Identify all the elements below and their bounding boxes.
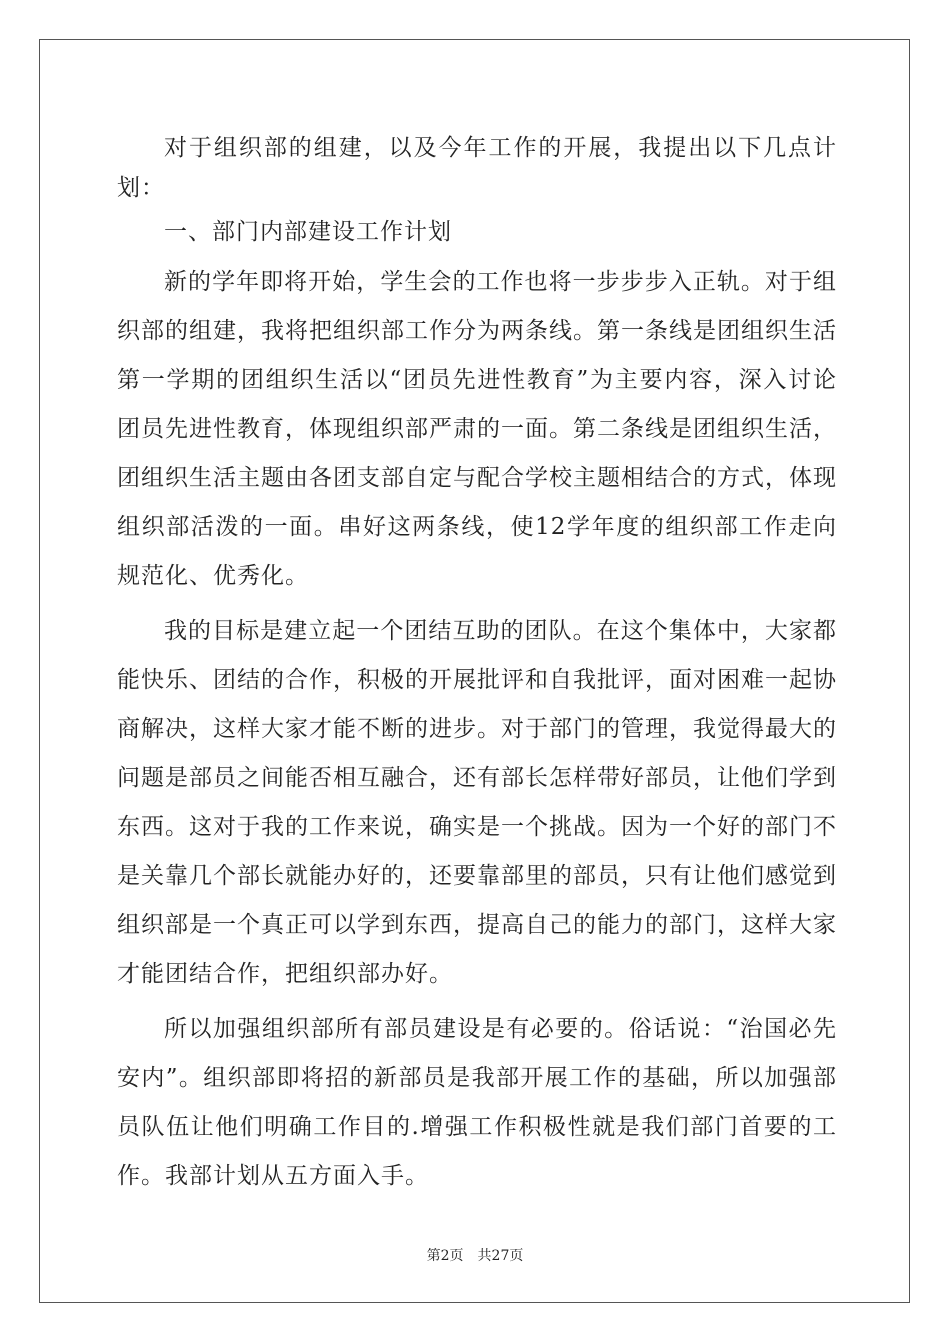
document-body (117, 128, 837, 1201)
page-number: 第2页 (426, 1248, 464, 1264)
page-footer (0, 1245, 950, 1265)
paragraph-3: 所以加强组织部所有部员建设是有必要的。俗话说：“治国必先安内”。组织部即将招的新部员是我部开展工作的基础，所以加强部员队伍让他们明确工作目的.增强工作积极性就是我们部门首要的工作。我部计划从五方面入手。 (117, 1016, 837, 1189)
intro-line: 对于组织部的组建，以及今年工作的开展，我提出以下几点计划： (117, 135, 837, 201)
paragraph-1: 新的学年即将开始，学生会的工作也将一步步步入正轨。对于组织部的组建，我将把组织部工作分为两条线。第一条线是团组织生活第一学期的团组织生活以“团员先进性教育”为主要内容，深入讨论团员先进性教育，体现组织部严肃的一面。第二条线是团组织生活，团组织生活主题由各团支部自定与配合学校主题相结合的方式，体现组织部活泼的一面。串好这两条线，使12学年度的组织部工作走向规范化、优秀化。 (117, 269, 837, 589)
paragraph-2: 我的目标是建立起一个团结互助的团队。在这个集体中，大家都能快乐、团结的合作，积极的开展批评和自我批评，面对困难一起协商解决，这样大家才能不断的进步。对于部门的管理，我觉得最大的问题是部员之间能否相互融合，还有部长怎样带好部员，让他们学到东西。这对于我的工作来说，确实是一个挑战。因为一个好的部门不是关靠几个部长就能办好的，还要靠部里的部员，只有让他们感觉到组织部是一个真正可以学到东西，提高自己的能力的部门，这样大家才能团结合作，把组织部办好。 (117, 618, 837, 987)
section-heading: 一、部门内部建设工作计划 (164, 219, 452, 245)
page-total: 共27页 (477, 1248, 524, 1264)
